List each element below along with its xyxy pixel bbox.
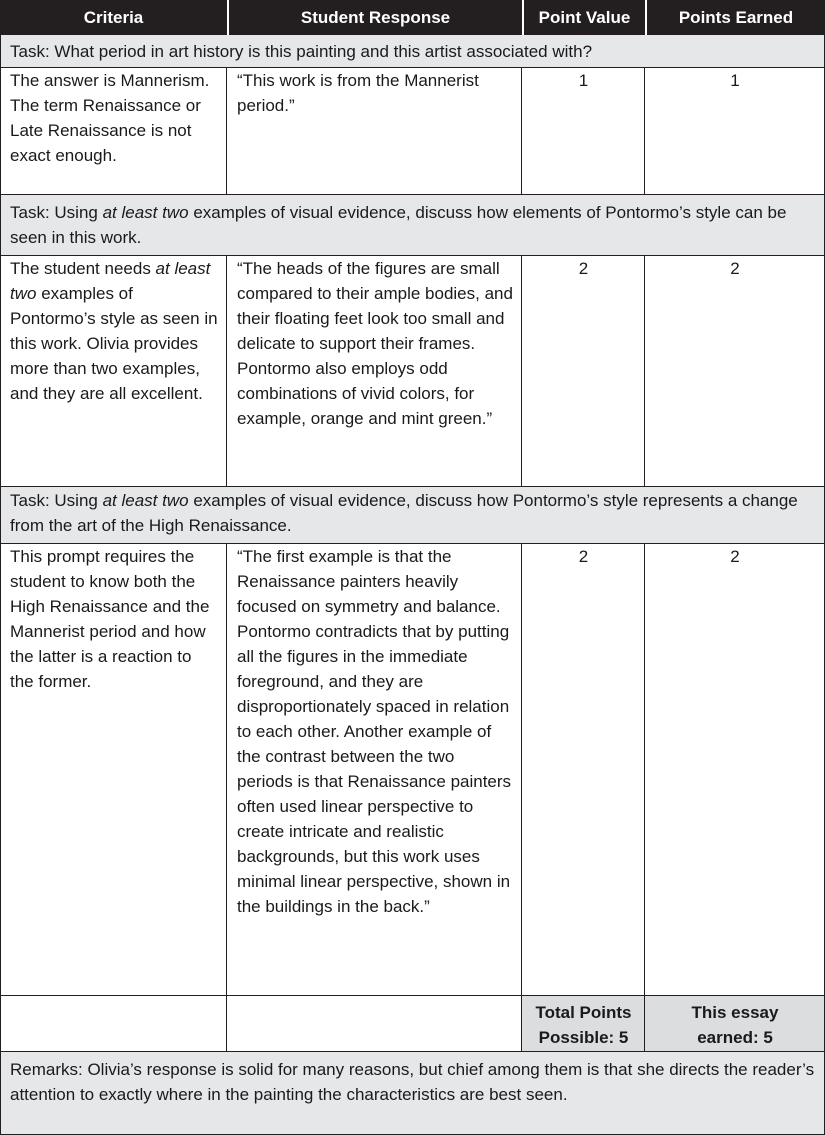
remarks: Remarks: Olivia’s response is solid for many reasons, but chief among them is that she directs the reader’s attention to exactly where in the painting the characteristics are best seen. (0, 1052, 825, 1135)
rule-col-1 (226, 255, 227, 487)
rule-task-2-bottom (0, 255, 825, 256)
rule-col-1 (226, 543, 227, 1052)
header-point-value: Point Value (522, 0, 645, 35)
rule-col-3 (644, 67, 645, 195)
task-2-point-value: 2 (578, 259, 589, 278)
rule-row-3-bottom (0, 995, 825, 996)
task-1-criteria: The answer is Mannerism. The term Renaissance or Late Renaissance is not exact enough. (10, 71, 210, 165)
rule-col-2 (521, 255, 522, 487)
rule-left-edge (0, 35, 1, 1135)
task-3-prompt: Task: Using at least two examples of visual evidence, discuss how Pontormo’s style represents a change from the art of the High Renaissance. (0, 487, 825, 543)
total-points-possible: Total Points Possible: 5 (522, 996, 645, 1052)
rule-col-2 (521, 67, 522, 195)
rule-task-1-bottom (0, 67, 825, 68)
task-2-points-earned: 2 (730, 259, 740, 278)
rule-task-3-bottom (0, 543, 825, 544)
total-points-earned: This essay earned: 5 (645, 996, 825, 1052)
rule-col-2 (521, 543, 522, 1052)
rule-row-2-bottom (0, 486, 825, 487)
task-3-point-value: 2 (578, 547, 589, 566)
task-2-prompt: Task: Using at least two examples of visual evidence, discuss how elements of Pontormo’s style can be seen in this work. (0, 195, 825, 255)
rule-col-1 (226, 67, 227, 195)
task-1-student-response: “This work is from the Mannerist period.” (237, 71, 479, 115)
task-2-criteria: The student needs at least two examples of Pontormo’s style as seen in this work. Olivia provides more than two examples, and they are all excellent. (10, 259, 218, 403)
task-1-point-value: 1 (578, 71, 589, 90)
task-3-student-response: “The first example is that the Renaissance painters heavily focused on symmetry and balance. Pontormo contradicts that by putting all the figures in the immediate foreground, and they are disproportionately spaced in relation to each other. Another example of the contrast between the two periods is that Renaissance painters often used linear perspective to create intricate and realistic backgrounds, but this work uses minimal linear perspective, shown in the buildings in the back.” (237, 547, 512, 916)
task-3-criteria: This prompt requires the student to know both the High Renaissance and the Mannerist period and how the latter is a reaction to the former. (10, 547, 210, 691)
task-2-student-response: “The heads of the figures are small compared to their ample bodies, and their floating feet look too small and delicate to support their frames. Pontormo also employs odd combinations of vivid colors, for example, orange and mint green.” (237, 259, 513, 428)
task-1-prompt: Task: What period in art history is this painting and this artist associated with? (0, 35, 825, 67)
rule-col-3 (644, 255, 645, 487)
rule-col-3 (644, 543, 645, 1052)
task-1-points-earned: 1 (730, 71, 740, 90)
header-criteria: Criteria (0, 0, 227, 35)
rule-totals-bottom (0, 1051, 825, 1052)
rule-row-1-bottom (0, 194, 825, 195)
task-3-points-earned: 2 (730, 547, 740, 566)
header-points-earned: Points Earned (645, 0, 825, 35)
header-student-response: Student Response (227, 0, 522, 35)
